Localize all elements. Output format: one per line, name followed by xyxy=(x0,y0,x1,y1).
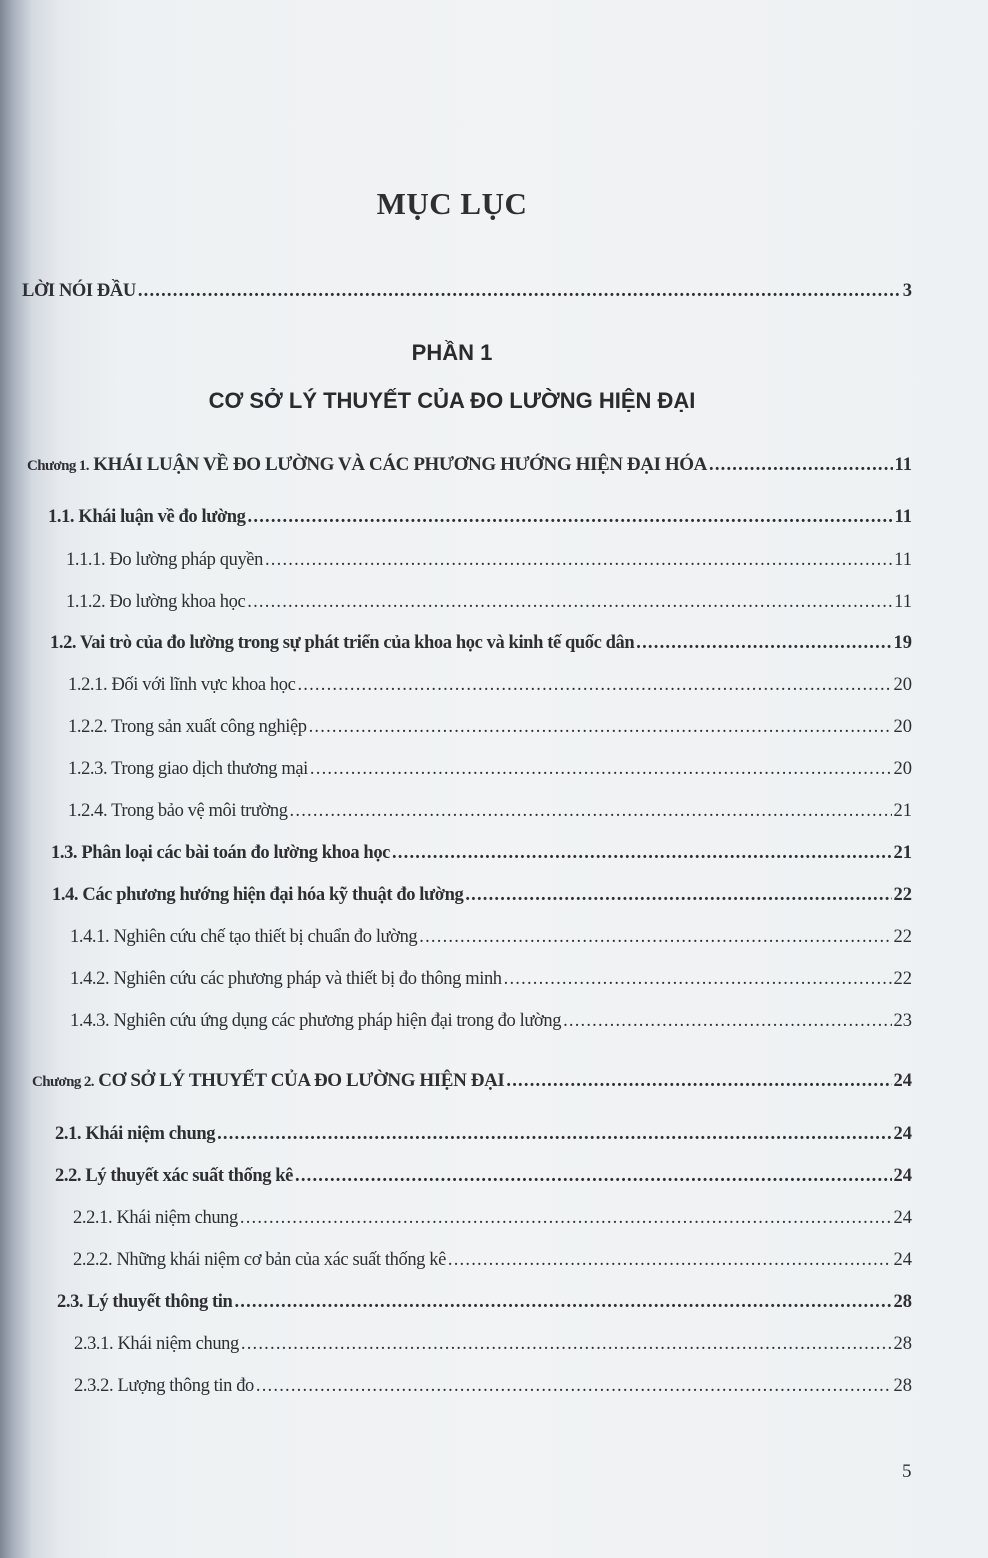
dot-leader xyxy=(465,885,891,906)
toc-entry xyxy=(68,675,912,699)
chapter-prefix: Chương 1. xyxy=(27,458,89,474)
dot-leader xyxy=(241,1334,892,1355)
dot-leader xyxy=(310,759,892,780)
toc-entry xyxy=(74,1334,912,1358)
toc-entry-label: 1.4.3. Nghiên cứu ứng dụng các phương pháp hiện đại trong đo lường xyxy=(70,1011,562,1031)
dot-leader xyxy=(309,717,892,738)
toc-entry-label: 2.3.2. Lượng thông tin đo xyxy=(74,1376,254,1396)
dot-leader xyxy=(217,1124,891,1145)
toc-entry xyxy=(73,1250,912,1274)
dot-leader xyxy=(265,550,892,571)
toc-entry-label: 1.2.1. Đối với lĩnh vực khoa học xyxy=(68,675,296,695)
toc-entry-label: 1.4.1. Nghiên cứu chế tạo thiết bị chuẩn đo lường xyxy=(70,927,418,947)
toc-entry xyxy=(50,633,912,657)
toc-entry xyxy=(48,507,912,531)
toc-entry xyxy=(70,927,912,951)
toc-entry xyxy=(66,592,912,616)
toc-entry xyxy=(27,454,912,478)
toc-entry xyxy=(22,281,912,305)
toc-entry-label: 1.2.2. Trong sản xuất công nghiệp xyxy=(68,717,307,737)
dot-leader xyxy=(247,592,892,613)
dot-leader xyxy=(504,969,892,990)
dot-leader xyxy=(138,281,901,302)
dot-leader xyxy=(419,927,891,948)
toc-entry-page: 24 xyxy=(893,1071,912,1091)
toc-entry-page: 22 xyxy=(893,885,912,905)
toc-entry-label: 2.3.1. Khái niệm chung xyxy=(74,1334,239,1354)
toc-entry-label: 1.2. Vai trò của đo lường trong sự phát triển của khoa học và kinh tế quốc dân xyxy=(50,633,635,653)
toc-entry xyxy=(68,759,912,783)
toc-entry-label: 1.1.2. Đo lường khoa học xyxy=(66,592,246,612)
toc-entry-label: 1.2.4. Trong bảo vệ môi trường xyxy=(68,801,288,821)
toc-entry-page: 20 xyxy=(893,675,912,695)
toc-entry-page: 21 xyxy=(893,801,912,821)
dot-leader xyxy=(709,455,893,476)
toc-entry-page: 24 xyxy=(893,1208,912,1228)
toc-entry xyxy=(68,717,912,741)
toc-entry-page: 28 xyxy=(893,1292,912,1312)
toc-entry-label: 1.3. Phân loại các bài toán đo lường khoa học xyxy=(51,843,390,863)
toc-entry-label xyxy=(27,454,707,476)
page-title: MỤC LỤC xyxy=(376,186,528,221)
dot-leader xyxy=(392,843,892,864)
toc-entry-page: 20 xyxy=(893,717,912,737)
dot-leader xyxy=(448,1250,892,1271)
toc-entry-label: LỜI NÓI ĐẦU xyxy=(22,281,136,301)
dot-leader xyxy=(290,801,892,822)
toc-entry-page: 19 xyxy=(893,633,912,653)
toc-entry-page: 20 xyxy=(893,759,912,779)
toc-entry xyxy=(74,1376,912,1400)
toc-entry-label: 1.2.3. Trong giao dịch thương mại xyxy=(68,759,308,779)
toc-entry-page: 23 xyxy=(893,1011,912,1031)
toc-entry-page: 22 xyxy=(893,969,912,989)
toc-entry-page: 24 xyxy=(893,1166,912,1186)
dot-leader xyxy=(636,633,891,654)
toc-entry-page: 28 xyxy=(893,1376,912,1396)
toc-entry xyxy=(57,1292,912,1316)
dot-leader xyxy=(256,1376,892,1397)
dot-leader xyxy=(295,1166,892,1187)
toc-entry-page: 24 xyxy=(893,1124,912,1144)
toc-entry-page: 3 xyxy=(902,281,912,301)
toc-entry-page: 11 xyxy=(894,507,912,527)
toc-entry-label: 1.4. Các phương hướng hiện đại hóa kỹ thuật đo lường xyxy=(52,885,464,905)
toc-entry-page: 21 xyxy=(893,843,912,863)
toc-entry-label xyxy=(32,1070,504,1092)
toc-entry xyxy=(55,1166,912,1190)
toc-entry xyxy=(70,969,912,993)
page-number: 5 xyxy=(902,1461,912,1482)
dot-leader xyxy=(506,1071,891,1092)
toc-entry xyxy=(66,550,912,574)
toc-entry-label: 2.2. Lý thuyết xác suất thống kê xyxy=(55,1166,293,1186)
chapter-title: KHÁI LUẬN VỀ ĐO LƯỜNG VÀ CÁC PHƯƠNG HƯỚNG HIỆN ĐẠI HÓA xyxy=(93,454,707,475)
toc-entry-label: 1.4.2. Nghiên cứu các phương pháp và thiết bị đo thông minh xyxy=(70,969,502,989)
toc-entry xyxy=(68,801,912,825)
part-subtitle: CƠ SỞ LÝ THUYẾT CỦA ĐO LƯỜNG HIỆN ĐẠI xyxy=(208,388,696,413)
part-label: PHẦN 1 xyxy=(411,340,493,365)
dot-leader xyxy=(240,1208,892,1229)
toc-entry xyxy=(70,1011,912,1035)
dot-leader xyxy=(248,507,893,528)
toc-entry-page: 28 xyxy=(893,1334,912,1354)
toc-entry-label: 2.2.1. Khái niệm chung xyxy=(73,1208,238,1228)
chapter-prefix: Chương 2. xyxy=(32,1074,94,1090)
toc-entry-label: 2.1. Khái niệm chung xyxy=(55,1124,216,1144)
toc-entry-page: 24 xyxy=(893,1250,912,1270)
toc-entry-page: 22 xyxy=(893,927,912,947)
toc-entry-label: 2.2.2. Những khái niệm cơ bản của xác suất thống kê xyxy=(73,1250,446,1270)
toc-entry-page: 11 xyxy=(894,455,912,475)
dot-leader xyxy=(234,1292,891,1313)
toc-entry xyxy=(73,1208,912,1232)
dot-leader xyxy=(297,675,891,696)
dot-leader xyxy=(563,1011,891,1032)
toc-entry-label: 2.3. Lý thuyết thông tin xyxy=(57,1292,233,1312)
chapter-title: CƠ SỞ LÝ THUYẾT CỦA ĐO LƯỜNG HIỆN ĐẠI xyxy=(98,1070,505,1091)
toc-entry-label: 1.1.1. Đo lường pháp quyền xyxy=(66,550,263,570)
toc-entry-label: 1.1. Khái luận về đo lường xyxy=(48,507,246,527)
toc-entry xyxy=(52,885,912,909)
toc-entry xyxy=(32,1070,912,1094)
toc-entry-page: 11 xyxy=(894,592,912,612)
toc-entry xyxy=(55,1124,912,1148)
toc-entry xyxy=(51,843,912,867)
toc-entry-page: 11 xyxy=(894,550,912,570)
